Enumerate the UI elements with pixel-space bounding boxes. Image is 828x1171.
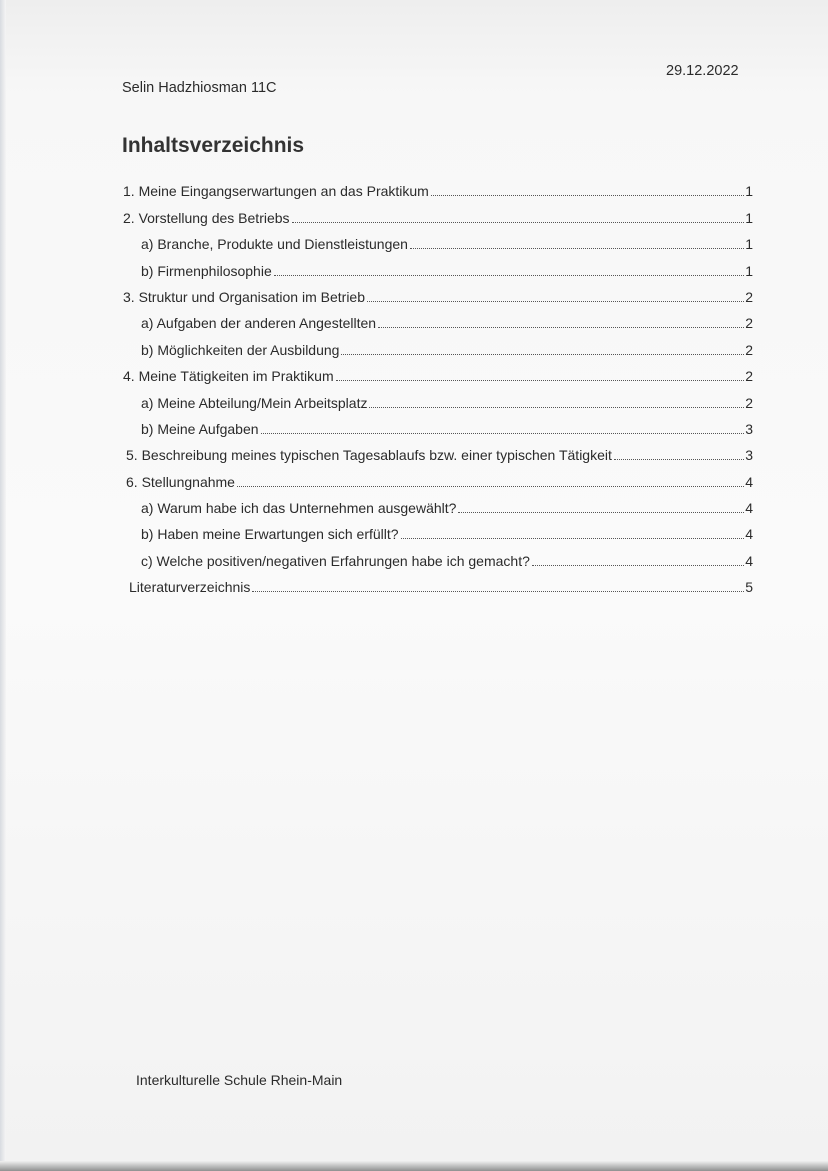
- dot-leader: [367, 301, 744, 302]
- toc-entry: [123, 570, 753, 596]
- toc-entry-label: a) Meine Abteilung/Mein Arbeitsplatz: [141, 394, 368, 411]
- toc-entry-label: a) Branche, Produkte und Dienstleistungen: [141, 236, 408, 253]
- toc-entry-page: 2: [745, 315, 753, 332]
- table-of-contents: [123, 174, 753, 596]
- toc-entry-label: a) Warum habe ich das Unternehmen ausgewählt?: [141, 500, 457, 517]
- dot-leader: [532, 565, 744, 566]
- toc-entry-page: 1: [745, 209, 753, 226]
- toc-entry-label: c) Welche positiven/negativen Erfahrungen habe ich gemacht?: [141, 552, 530, 569]
- toc-entry: [123, 491, 753, 517]
- toc-entry-label: 1. Meine Eingangserwartungen an das Praktikum: [123, 183, 429, 200]
- toc-entry-label: b) Meine Aufgaben: [141, 420, 259, 437]
- toc-entry-label: b) Haben meine Erwartungen sich erfüllt?: [141, 526, 399, 543]
- author-name: Selin Hadzhiosman 11C: [122, 80, 277, 96]
- toc-entry-label: Literaturverzeichnis: [129, 579, 251, 596]
- toc-entry-page: 2: [745, 368, 753, 385]
- toc-entry: [123, 412, 753, 438]
- dot-leader: [341, 354, 744, 355]
- toc-entry: [123, 464, 753, 490]
- toc-entry-page: 4: [745, 526, 753, 543]
- toc-entry: [123, 332, 753, 358]
- toc-entry: [123, 385, 753, 411]
- toc-entry: [123, 517, 753, 543]
- toc-entry-page: 4: [745, 500, 753, 517]
- toc-entry-page: 1: [745, 262, 753, 279]
- toc-entry-page: 2: [745, 394, 753, 411]
- toc-entry-page: 1: [745, 236, 753, 253]
- dot-leader: [369, 407, 744, 408]
- toc-entry: [123, 174, 753, 200]
- toc-entry-page: 3: [745, 420, 753, 437]
- toc-entry-page: 4: [745, 552, 753, 569]
- toc-entry-page: 1: [745, 183, 753, 200]
- toc-entry-label: 4. Meine Tätigkeiten im Praktikum: [123, 368, 334, 385]
- school-name: Interkulturelle Schule Rhein-Main: [136, 1072, 343, 1088]
- document-date: 29.12.2022: [666, 63, 739, 79]
- dot-leader: [378, 327, 744, 328]
- toc-entry: [123, 438, 753, 464]
- dot-leader: [401, 538, 745, 539]
- toc-entry: [123, 280, 753, 306]
- toc-entry-page: 5: [745, 579, 753, 596]
- toc-entry-page: 2: [745, 341, 753, 358]
- toc-entry-label: 5. Beschreibung meines typischen Tagesablaufs bzw. einer typischen Tätigkeit: [126, 447, 612, 464]
- toc-entry: [123, 253, 753, 279]
- toc-entry: [123, 200, 753, 226]
- page-title: Inhaltsverzeichnis: [122, 134, 305, 157]
- dot-leader: [292, 222, 745, 223]
- dot-leader: [336, 380, 745, 381]
- toc-entry-label: a) Aufgaben der anderen Angestellten: [141, 315, 377, 332]
- toc-entry-label: 6. Stellungnahme: [126, 473, 235, 490]
- dot-leader: [261, 433, 745, 434]
- page-edge-shadow: [0, 0, 6, 1171]
- dot-leader: [431, 195, 744, 196]
- toc-entry: [123, 543, 753, 569]
- dot-leader: [614, 459, 744, 460]
- dot-leader: [274, 275, 744, 276]
- page-bottom-shadow: [0, 1161, 828, 1171]
- dot-leader: [252, 591, 744, 592]
- toc-entry-label: 2. Vorstellung des Betriebs: [123, 209, 290, 226]
- dot-leader: [237, 486, 744, 487]
- toc-entry: [123, 359, 753, 385]
- toc-entry-label: b) Möglichkeiten der Ausbildung: [141, 341, 340, 358]
- toc-entry-label: 3. Struktur und Organisation im Betrieb: [123, 288, 366, 305]
- toc-entry-label: b) Firmenphilosophie: [141, 262, 272, 279]
- toc-entry: [123, 227, 753, 253]
- toc-entry-page: 4: [745, 473, 753, 490]
- toc-entry: [123, 306, 753, 332]
- dot-leader: [410, 248, 744, 249]
- dot-leader: [458, 512, 744, 513]
- toc-entry-page: 3: [745, 447, 753, 464]
- toc-entry-page: 2: [745, 288, 753, 305]
